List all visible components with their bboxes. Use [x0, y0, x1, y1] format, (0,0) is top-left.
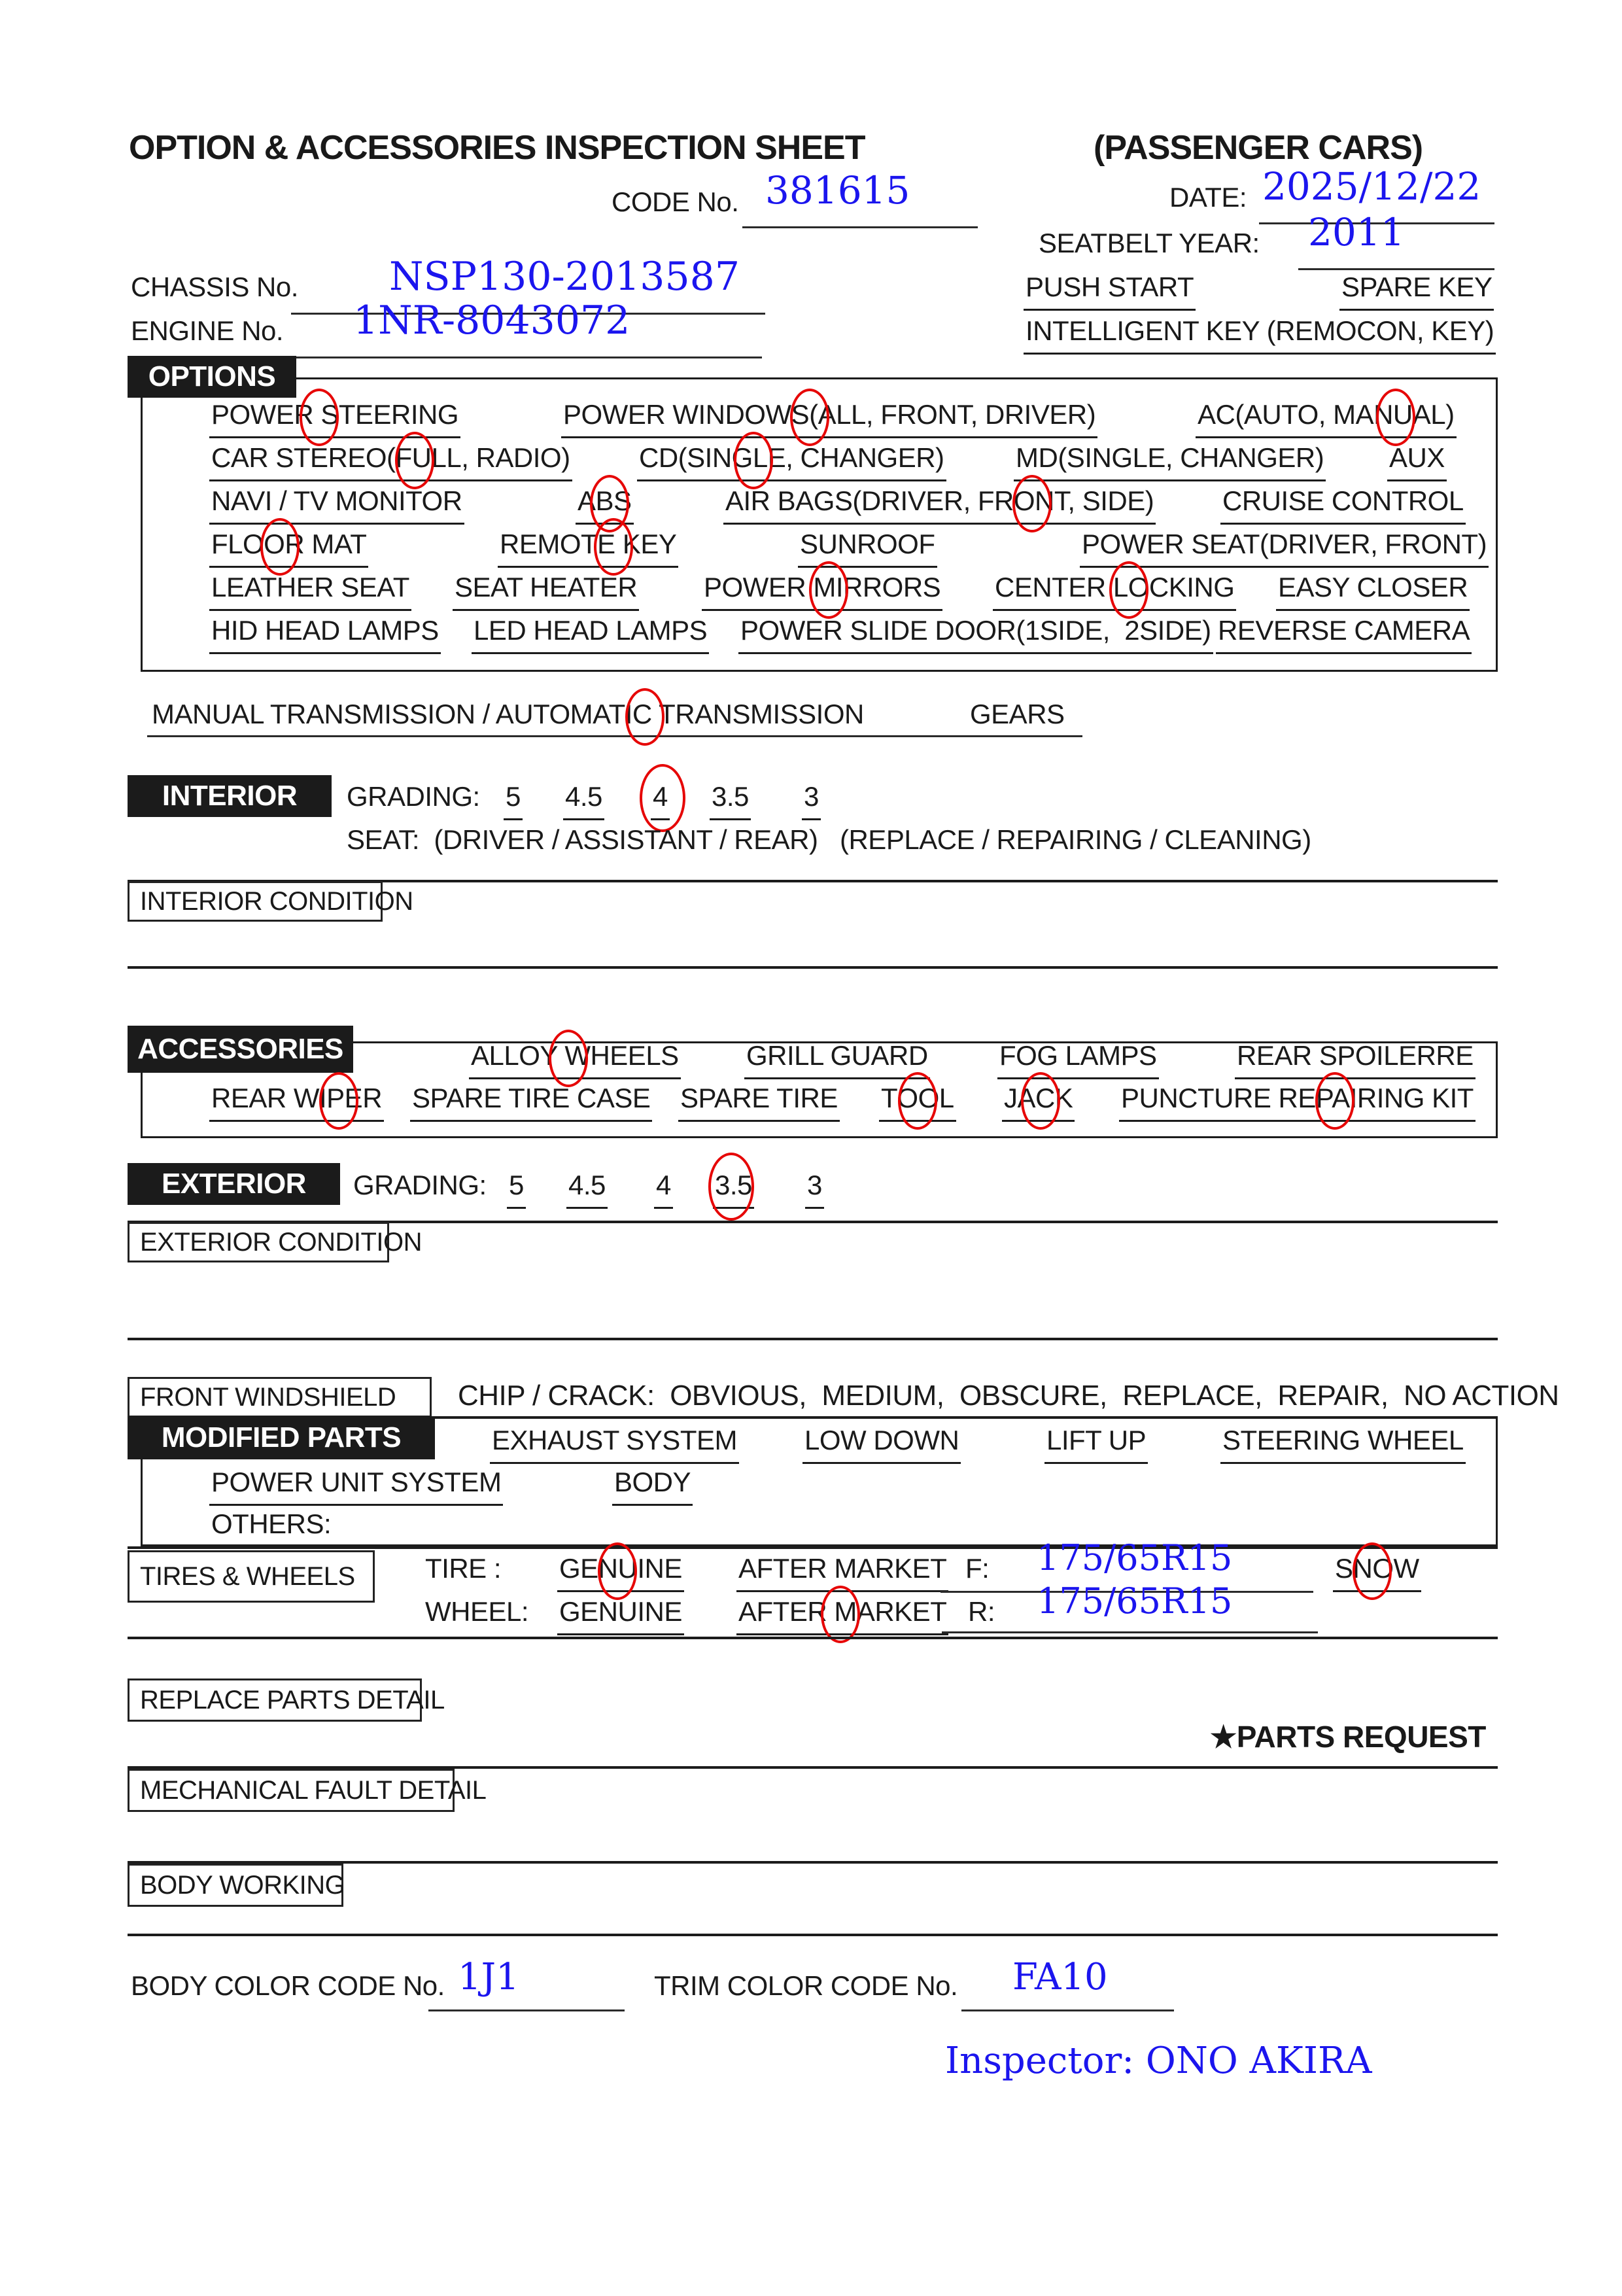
red-circle-mark	[260, 518, 300, 576]
rule-tires-top	[128, 1546, 1498, 1549]
tires_wheels-item: WHEEL:	[425, 1596, 529, 1627]
red-circle-mark	[319, 1072, 358, 1130]
intelligent-key-option: INTELLIGENT KEY (REMOCON, KEY)	[1024, 314, 1496, 355]
tires_wheels-item: GENUINE	[557, 1595, 684, 1635]
red-circle-mark	[549, 1030, 588, 1087]
modified_parts-item: OTHERS:	[209, 1507, 333, 1548]
engine-label: ENGINE No.	[131, 315, 284, 346]
options-item: POWER STEERING	[209, 398, 460, 438]
options-item: AIR BAGS(DRIVER, FRONT, SIDE)	[723, 484, 1156, 525]
rule-interior-condition-bottom	[128, 966, 1498, 969]
options-item: SEAT HEATER	[453, 570, 639, 611]
exterior-condition-box: EXTERIOR CONDITION	[128, 1222, 389, 1262]
engine-underline	[278, 357, 762, 358]
accessories-item: TOOL	[879, 1081, 956, 1122]
tire-rear-underline	[942, 1631, 1318, 1633]
red-circle-mark	[590, 475, 629, 532]
interior-grade: 5	[504, 780, 523, 820]
body-color-underline	[428, 2009, 625, 2011]
options-item: POWER MIRRORS	[702, 570, 942, 611]
interior-condition-box: INTERIOR CONDITION	[128, 881, 383, 922]
tires_wheels-item: GENUINE	[557, 1552, 684, 1592]
modified_parts-item: STEERING WHEEL	[1220, 1423, 1466, 1464]
accessories-section-header: ACCESSORIES	[128, 1026, 353, 1073]
options-item: REVERSE CAMERA	[1216, 614, 1472, 654]
red-circle-mark	[1021, 1072, 1060, 1130]
date-value: 2025/12/22	[1262, 164, 1481, 209]
accessories-item: JACK	[1002, 1081, 1075, 1122]
options-item: AC(AUTO, MANUAL)	[1196, 398, 1457, 438]
interior-grade: 3.5	[710, 780, 751, 820]
options-item: LED HEAD LAMPS	[472, 614, 709, 654]
chassis-label: CHASSIS No.	[131, 271, 298, 302]
inspector-signature: Inspector: ONO AKIRA	[945, 2040, 1372, 2082]
mechanical-fault-detail-box: MECHANICAL FAULT DETAIL	[128, 1769, 455, 1812]
rule-footer-top	[128, 1934, 1498, 1936]
modified_parts-item: LOW DOWN	[802, 1423, 961, 1464]
trim-color-label: TRIM COLOR CODE No.	[654, 1970, 958, 2001]
options-item: FLOOR MAT	[209, 527, 368, 568]
interior-seat-line: SEAT: (DRIVER / ASSISTANT / REAR) (REPLACE / REPAIRING / CLEANING)	[347, 824, 1311, 855]
options-item: CD(SINGLE, CHANGER)	[637, 441, 946, 481]
exterior-grade: 3.5	[713, 1168, 754, 1209]
options-item: SUNROOF	[798, 527, 937, 568]
options-item: HID HEAD LAMPS	[209, 614, 441, 654]
parts-request-note: ★PARTS REQUEST	[1210, 1720, 1486, 1754]
accessories-item: GRILL GUARD	[744, 1039, 930, 1079]
page-subtitle: (PASSENGER CARS)	[1094, 129, 1423, 167]
code-underline	[742, 226, 978, 228]
accessories-item: FOG LAMPS	[997, 1039, 1159, 1079]
rule-tires-bottom	[128, 1637, 1498, 1639]
interior-grade: 4.5	[563, 780, 604, 820]
red-circle-mark	[594, 518, 633, 576]
exterior-grade: 4.5	[566, 1168, 608, 1209]
modified_parts-item: POWER UNIT SYSTEM	[209, 1465, 503, 1506]
options-item: MD(SINGLE, CHANGER)	[1014, 441, 1326, 481]
transmission_row-item: MANUAL TRANSMISSION / AUTOMATIC TRANSMISSION	[152, 697, 864, 731]
options-item: REMOTE KEY	[498, 527, 678, 568]
red-circle-mark	[598, 1542, 637, 1600]
interior-grading-label: GRADING:	[347, 781, 480, 812]
seatbelt-year-label: SEATBELT YEAR:	[1039, 228, 1260, 258]
red-circle-mark	[640, 764, 685, 832]
code-value: 381615	[765, 168, 910, 213]
tires_wheels-item: AFTER MARKET	[736, 1552, 948, 1592]
options-item: POWER WINDOWS(ALL, FRONT, DRIVER)	[561, 398, 1097, 438]
exterior-grade: 3	[805, 1168, 824, 1209]
accessories-item: SPARE TIRE CASE	[410, 1081, 652, 1122]
red-circle-mark	[1109, 561, 1148, 619]
red-circle-mark	[708, 1153, 754, 1221]
trim-color-underline	[961, 2009, 1174, 2011]
options-item: POWER SEAT(DRIVER, FRONT)	[1080, 527, 1489, 568]
options-item: ABS	[576, 484, 634, 525]
accessories-item: PUNCTURE REPAIRING KIT	[1119, 1081, 1475, 1122]
tires_wheels-item: R:	[968, 1596, 995, 1627]
interior-grade: 4	[651, 780, 670, 820]
date-label: DATE:	[1169, 182, 1247, 213]
page-title: OPTION & ACCESSORIES INSPECTION SHEET	[129, 129, 865, 167]
transmission_row-item: GEARS	[970, 699, 1065, 729]
red-circle-mark	[1315, 1072, 1355, 1130]
seatbelt-year-value: 2011	[1308, 210, 1405, 254]
tire-front-size-value: 175/65R15	[1037, 1537, 1233, 1578]
red-circle-mark	[1012, 475, 1052, 532]
transmission-underline	[147, 735, 1082, 737]
accessories-item: ALLOY WHEELS	[469, 1039, 681, 1079]
modified_parts-item: LIFT UP	[1044, 1423, 1148, 1464]
red-circle-mark	[1353, 1542, 1392, 1600]
options-item: CAR STEREO(FULL, RADIO)	[209, 441, 572, 481]
tires_wheels-item: F:	[965, 1553, 990, 1584]
tires_wheels-item: SNOW	[1333, 1552, 1421, 1592]
interior-section-header: INTERIOR	[128, 775, 332, 817]
red-circle-mark	[395, 432, 434, 489]
body-color-value: 1J1	[458, 1956, 519, 1998]
accessories-item: SPARE TIRE	[678, 1081, 840, 1122]
modified-parts-section-header: MODIFIED PARTS	[128, 1416, 435, 1459]
red-circle-mark	[1376, 389, 1415, 446]
body-working-box: BODY WORKING	[128, 1864, 343, 1907]
tires_wheels-item: AFTER MARKET	[736, 1595, 948, 1635]
push-start-option: PUSH START	[1024, 270, 1196, 311]
options-item: CRUISE CONTROL	[1220, 484, 1466, 525]
trim-color-value: FA10	[1012, 1956, 1108, 1998]
exterior-grading-label: GRADING:	[353, 1170, 487, 1200]
options-item: NAVI / TV MONITOR	[209, 484, 464, 525]
spare-key-option: SPARE KEY	[1339, 270, 1494, 311]
red-circle-mark	[790, 389, 829, 446]
options-item: EASY CLOSER	[1276, 570, 1470, 611]
exterior-grade: 4	[654, 1168, 673, 1209]
exterior-section-header: EXTERIOR	[128, 1163, 340, 1205]
options-item: AUX	[1387, 441, 1447, 481]
modified_parts-item: BODY	[612, 1465, 693, 1506]
code-label: CODE No.	[612, 186, 739, 217]
chip-crack-line: CHIP / CRACK: OBVIOUS, MEDIUM, OBSCURE, REPLACE, REPAIR, NO ACTION	[458, 1380, 1559, 1412]
red-circle-mark	[734, 432, 773, 489]
interior-grade: 3	[802, 780, 821, 820]
tires_wheels-item: TIRE :	[425, 1553, 502, 1584]
red-circle-mark	[898, 1072, 937, 1130]
accessories-item: REAR WIPER	[209, 1081, 384, 1122]
tires-wheels-box: TIRES & WHEELS	[128, 1550, 375, 1603]
chassis-value: NSP130-2013587	[389, 254, 740, 300]
options-item: LEATHER SEAT	[209, 570, 411, 611]
exterior-grade: 5	[507, 1168, 526, 1209]
front-windshield-box: FRONT WINDSHIELD	[128, 1377, 432, 1418]
red-circle-mark	[821, 1586, 860, 1643]
options-item: CENTER LOCKING	[993, 570, 1236, 611]
accessories-item: REAR SPOILERRE	[1235, 1039, 1475, 1079]
options-item: POWER SLIDE DOOR(1SIDE, 2SIDE)	[738, 614, 1213, 654]
modified_parts-item: EXHAUST SYSTEM	[490, 1423, 739, 1464]
red-circle-mark	[809, 561, 848, 619]
rule-exterior-condition-bottom	[128, 1338, 1498, 1340]
tire-rear-size-value: 175/65R15	[1037, 1580, 1233, 1622]
options-section-header: OPTIONS	[128, 356, 296, 398]
replace-parts-detail-box: REPLACE PARTS DETAIL	[128, 1679, 422, 1722]
red-circle-mark	[300, 389, 339, 446]
engine-value: 1NR-8043072	[353, 298, 630, 343]
body-color-label: BODY COLOR CODE No.	[131, 1970, 445, 2001]
